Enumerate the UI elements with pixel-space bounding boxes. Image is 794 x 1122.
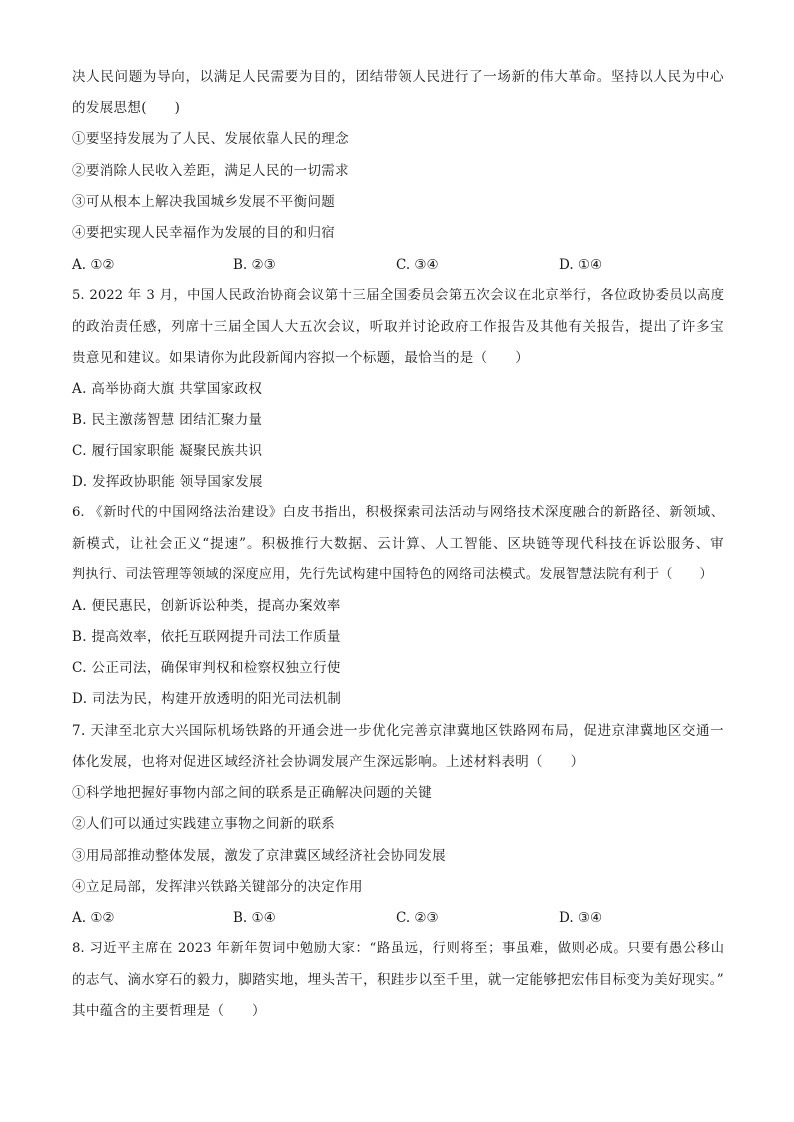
q6-stem-line-2: 新模式，让社会正义“提速”。积极推行大数据、云计算、人工智能、区块链等现代科技在诉讼服务、审 (72, 536, 724, 552)
q4-option-b: B. ②③ (233, 257, 276, 273)
q7-option-d: D. ③④ (559, 910, 603, 926)
q8-stem-line-1: 8. 习近平主席在 2023 年新年贺词中勉励大家：“路虽远，行则将至；事虽难，做则必成。只要有愚公移山 (72, 941, 724, 956)
q6-option-a: A. 便民惠民，创新诉讼种类，提高办案效率 (72, 598, 341, 614)
q4-option-c: C. ③④ (396, 257, 439, 273)
q4-statement-1: ①要坚持发展为了人民、发展依靠人民的理念 (72, 131, 349, 147)
q4-stem-line-2: 的发展思想( ) (72, 100, 181, 116)
q7-stem-line-1: 7. 天津至北京大兴国际机场铁路的开通会进一步优化完善京津冀地区铁路网布局，促进京津冀地区交通一 (72, 723, 724, 739)
q6-stem-line-1: 6. 《新时代的中国网络法治建设》白皮书指出，积极探索司法活动与网络技术深度融合的新路径、新领域、 (72, 505, 724, 520)
q5-option-c: C. 履行国家职能 凝聚民族共识 (72, 443, 263, 459)
q4-statement-4: ④要把实现人民幸福作为发展的目的和归宿 (72, 225, 336, 241)
q7-statement-1: ①科学地把握好事物内部之间的联系是正确解决问题的关键 (72, 785, 433, 801)
q6-option-d: D. 司法为民，构建开放透明的阳光司法机制 (72, 691, 342, 707)
q6-option-b: B. 提高效率，依托互联网提升司法工作质量 (72, 629, 341, 645)
q5-stem-line-3: 贵意见和建议。如果请你为此段新闻内容拟一个标题，最恰当的是（ ） (72, 350, 530, 366)
q7-option-b: B. ①④ (233, 910, 276, 926)
q7-statement-3: ③用局部推动整体发展，激发了京津冀区域经济社会协同发展 (72, 848, 446, 864)
q5-stem-line-2: 的政治责任感，列席十三届全国人大五次会议，听取并讨论政府工作报告及其他有关报告，提出了许多宝 (72, 319, 724, 335)
q8-stem-line-3: 其中蕴含的主要哲理是（ ） (72, 1003, 266, 1019)
q7-option-c: C. ②③ (396, 910, 439, 926)
q4-option-d: D. ①④ (559, 257, 603, 273)
q6-stem-line-3: 判执行、司法管理等领域的深度应用，先行先试构建中国特色的网络司法模式。发展智慧法院有利于（ ） (72, 567, 713, 582)
q7-statement-2: ②人们可以通过实践建立事物之间新的联系 (72, 816, 336, 832)
q4-stem-line-1: 决人民问题为导向，以满足人民需要为目的，团结带领人民进行了一场新的伟大革命。坚持以人民为中心 (72, 69, 724, 85)
q5-stem-line-1: 5. 2022 年 3 月，中国人民政治协商会议第十三届全国委员会第五次会议在北京举行，各位政协委员以高度 (72, 288, 724, 303)
q7-stem-line-2: 体化发展，也将对促进区域经济社会协调发展产生深远影响。上述材料表明（ ） (72, 754, 585, 770)
q6-option-c: C. 公正司法，确保审判权和检察权独立行使 (72, 660, 341, 676)
q4-statement-3: ③可从根本上解决我国城乡发展不平衡问题 (72, 194, 336, 210)
q4-statement-2: ②要消除人民收入差距，满足人民的一切需求 (72, 163, 349, 179)
q4-option-a: A. ①② (72, 257, 115, 273)
q8-stem-line-2: 的志气、滴水穿石的毅力，脚踏实地，埋头苦干，积跬步以至千里，就一定能够把宏伟目标变为美好现实。” (72, 972, 724, 988)
q5-option-a: A. 高举协商大旗 共掌国家政权 (72, 381, 263, 397)
q5-option-b: B. 民主激荡智慧 团结汇聚力量 (72, 412, 263, 428)
q7-statement-4: ④立足局部，发挥津兴铁路关键部分的决定作用 (72, 879, 363, 895)
q5-option-d: D. 发挥政协职能 领导国家发展 (72, 474, 263, 490)
q7-option-a: A. ①② (72, 910, 115, 926)
